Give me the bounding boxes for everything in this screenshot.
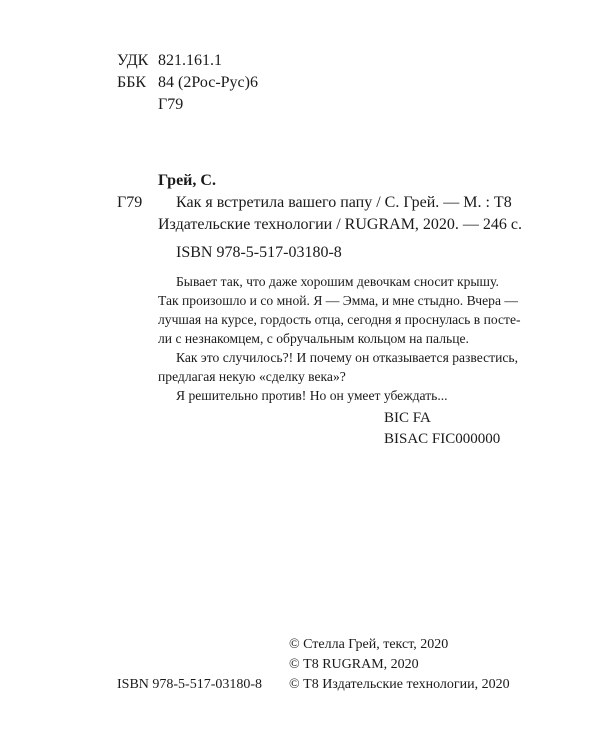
bbk-label: ББК — [117, 74, 147, 91]
citation-line-2: Издательские технологии / RUGRAM, 2020. — 246 с. — [158, 216, 523, 233]
annotation-line: лучшая на курсе, гордость отца, сегодня я проснулась в посте- — [158, 312, 521, 327]
citation-line-1: Как я встретила вашего папу / С. Грей. — М. : Т8 — [176, 194, 512, 211]
citation-isbn: ISBN 978-5-517-03180-8 — [176, 244, 342, 261]
bic-code: BIC FA — [384, 410, 431, 426]
udk-value: 821.161.1 — [158, 52, 222, 69]
annotation-line: Так произошло и со мной. Я — Эмма, и мне стыдно. Вчера — — [158, 293, 518, 308]
annotation-line: Как это случилось?! И почему он отказывается развестись, — [176, 350, 519, 365]
bbk-value: 84 (2Рос-Рус)6 — [158, 74, 258, 91]
copyright-line: © Стелла Грей, текст, 2020 — [289, 637, 449, 652]
footer-isbn: ISBN 978-5-517-03180-8 — [117, 677, 263, 692]
udk-label: УДК — [117, 52, 149, 69]
citation-author: Грей, С. — [158, 172, 216, 189]
bisac-code: BISAC FIC000000 — [384, 431, 501, 447]
citation-author-mark: Г79 — [117, 194, 143, 211]
copyright-line: © Т8 Издательские технологии, 2020 — [289, 677, 510, 692]
annotation-line: предлагая некую «сделку века»? — [158, 369, 346, 384]
annotation-line: Я решительно против! Но он умеет убеждать... — [176, 388, 448, 403]
annotation-line: ли с незнакомцем, с обручальным кольцом на пальце. — [158, 331, 469, 346]
copyright-line: © Т8 RUGRAM, 2020 — [289, 657, 419, 672]
annotation-line: Бывает так, что даже хорошим девочкам сносит крышу. — [176, 274, 499, 289]
author-mark-top: Г79 — [158, 96, 184, 113]
